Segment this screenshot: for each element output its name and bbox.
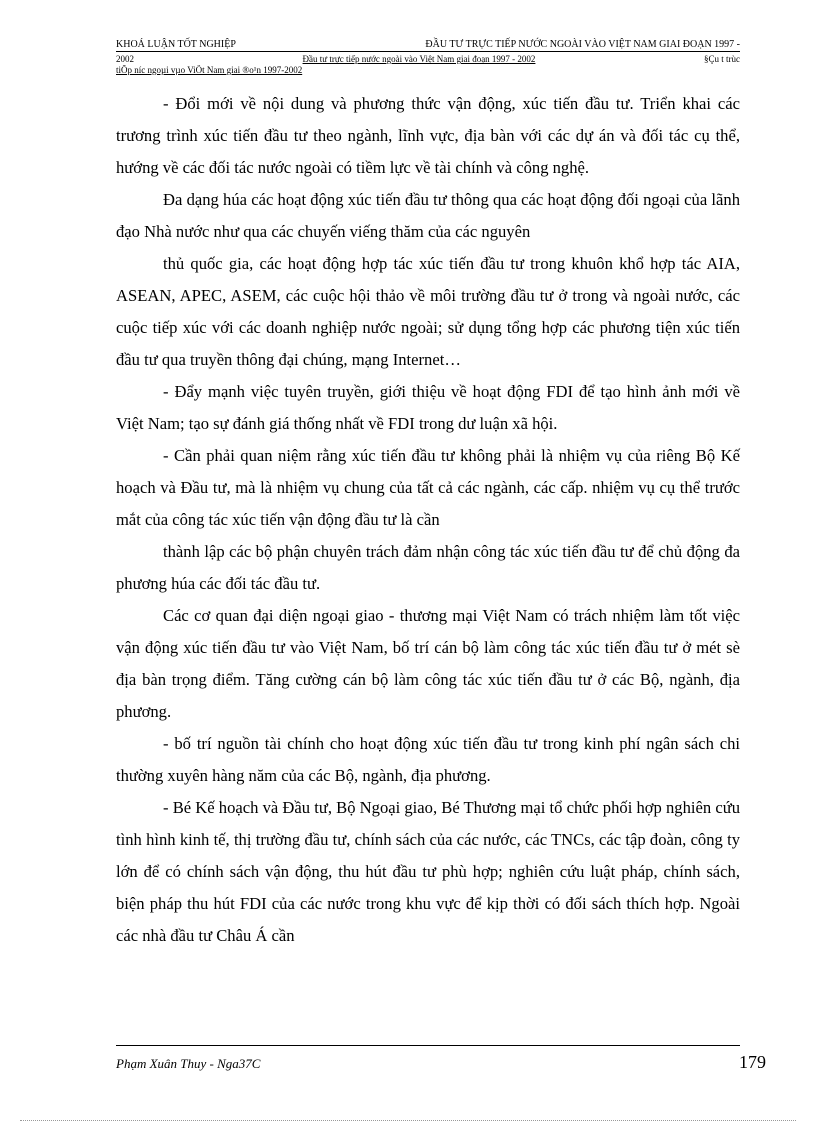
header-line-3: tiÕp níc ngoµi vµo ViÖt Nam giai ®o¹n 1997-2002 [116, 65, 303, 75]
header-line-2 [116, 54, 740, 64]
paragraph: Các cơ quan đại diện ngoại giao - thương mại Việt Nam có trách nhiệm làm tốt việc vận động xúc tiến đầu tư vào Việt Nam, bố trí cán bộ làm công tác xúc tiến đầu tư ở mét sè địa bàn trọng điểm. Tăng cường cán bộ làm công tác xúc tiến đầu tư ở các Bộ, ngành, địa phương. [116, 606, 740, 721]
paragraph: Đa dạng húa các hoạt động xúc tiến đầu tư thông qua các hoạt động đối ngoại của lãnh đạo Nhà nước như qua các chuyến viếng thăm của các nguyên [116, 190, 740, 241]
paragraph: thành lập các bộ phận chuyên trách đảm nhận công tác xúc tiến đầu tư để chủ động đa phương húa các đối tác đầu tư. [116, 542, 740, 593]
header-center: Đầu tư trực tiếp nước ngoài vào Việt Nam giai đoạn 1997 - 2002 [302, 54, 536, 64]
header-left: KHOÁ LUẬN TỐT NGHIỆP [116, 39, 236, 50]
header-rule [116, 51, 740, 52]
paragraph: - Đẩy mạnh việc tuyên truyền, giới thiệu về hoạt động FDI để tạo hình ảnh mới về Việt Nam; tạo sự đánh giá thống nhất về FDI trong dư luận xã hội. [116, 382, 740, 433]
running-header [116, 39, 740, 50]
paragraph: - Bé Kế hoạch và Đầu tư, Bộ Ngoại giao, Bé Thương mại tổ chức phối hợp nghiên cứu tình hình kinh tế, thị trường đầu tư, chính sách của các nước, các TNCs, các tập đoàn, công ty lớn để có chính sách vận động, thu hút đầu tư phù hợp; nghiên cứu luật pháp, chính sách, biện pháp thu hút FDI của các nước trong khu vực để kịp thời có đối sách thích hợp. Ngoài các nhà đầu tư Châu Á cần [116, 798, 740, 945]
paragraph: - Cần phải quan niệm rằng xúc tiến đầu tư không phải là nhiệm vụ của riêng Bộ Kế hoạch và Đầu tư, mà là nhiệm vụ chung của tất cả các ngành, các cấp. nhiệm vụ cụ thể trước mắt của công tác xúc tiến vận động đầu tư là cần [116, 446, 740, 529]
page-bottom-border [20, 1120, 796, 1121]
page-number: 179 [739, 1052, 766, 1072]
header-year: 2002 [116, 54, 134, 64]
footer-author: Phạm Xuân Thuy - Nga37C [116, 1056, 261, 1071]
footer-rule [116, 1045, 740, 1046]
body-text [116, 88, 740, 952]
paragraph: - bố trí nguồn tài chính cho hoạt động xúc tiến đầu tư trong kinh phí ngân sách chi thường xuyên hàng năm của các Bộ, ngành, địa phương. [116, 734, 740, 785]
header-line2-right: §Çu t trùc [703, 54, 740, 64]
header-right: ĐẦU TƯ TRỰC TIẾP NƯỚC NGOÀI VÀO VIỆT NAM GIAI ĐOẠN 1997 - [425, 39, 740, 50]
paragraph: - Đổi mới về nội dung và phương thức vận động, xúc tiến đầu tư. Triển khai các trương trình xúc tiến đầu tư theo ngành, lĩnh vực, địa bàn với các dự án và đối tác cụ thể, hướng về các đối tác nước ngoài có tiềm lực về tài chính và công nghệ. [116, 94, 740, 177]
paragraph: thủ quốc gia, các hoạt động hợp tác xúc tiến đầu tư trong khuôn khổ hợp tác AIA, ASEAN, APEC, ASEM, các cuộc hội thảo về môi trường đầu tư ở trong và ngoài nước, các cuộc tiếp xúc với các doanh nghiệp nước ngoài; sử dụng tổng hợp các phương tiện xúc tiến đầu tư qua truyền thông đại chúng, mạng Internet… [116, 254, 740, 369]
